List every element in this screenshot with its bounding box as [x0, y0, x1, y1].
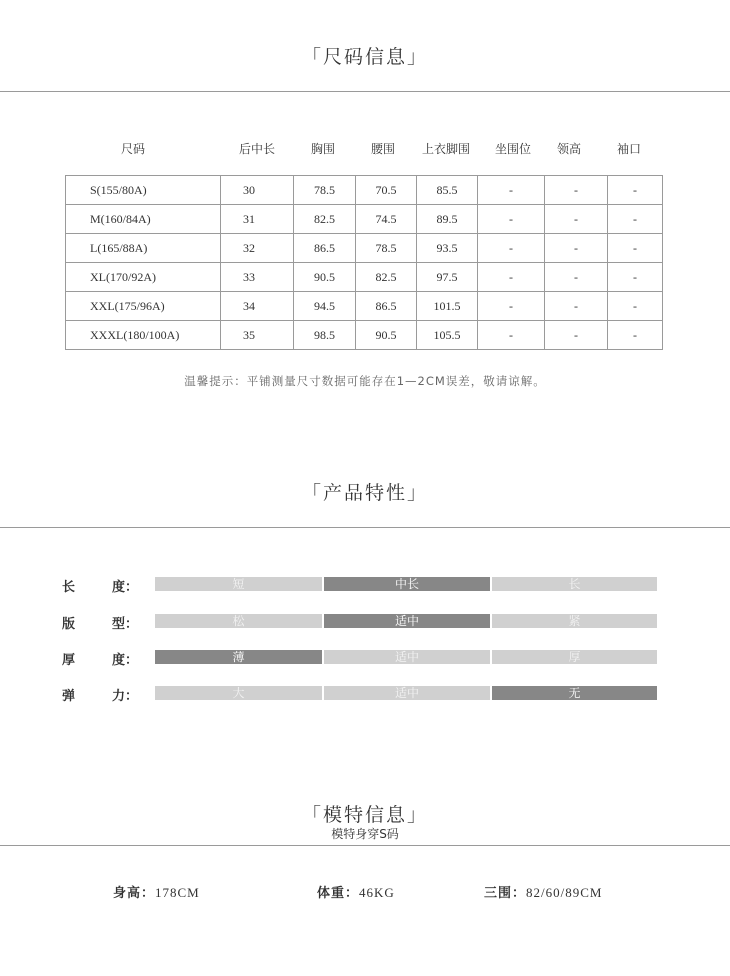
column-header: 尺码	[120, 142, 145, 156]
feature-label-char: 厚	[62, 653, 76, 668]
value-cell: 86.5	[356, 292, 417, 321]
feature-option: 厚	[492, 650, 657, 664]
table-row	[66, 176, 663, 205]
value-cell: 85.5	[417, 176, 478, 205]
feature-label-char: 度：	[112, 653, 139, 668]
size-cell: M(160/84A)	[66, 205, 221, 234]
value-cell: -	[545, 176, 608, 205]
value-cell: 74.5	[356, 205, 417, 234]
value-cell: -	[478, 292, 545, 321]
value-cell: -	[545, 263, 608, 292]
model-section-title: 「模特信息」	[301, 804, 428, 826]
feature-option: 适中	[324, 686, 490, 700]
value-cell: -	[478, 205, 545, 234]
divider	[0, 91, 730, 92]
size-table-header	[0, 140, 730, 160]
feature-option: 松	[155, 614, 322, 628]
value-cell: 93.5	[417, 234, 478, 263]
model-stat-weight: 体重：46KG	[317, 885, 395, 901]
value-cell: 89.5	[417, 205, 478, 234]
column-header: 胸围	[310, 142, 335, 156]
value-cell: -	[545, 292, 608, 321]
value-cell: 33	[221, 263, 294, 292]
feature-option-selected: 无	[492, 686, 657, 700]
divider	[0, 845, 730, 846]
column-header: 腰围	[370, 142, 395, 156]
feature-option: 适中	[324, 650, 490, 664]
column-header: 坐围位	[494, 142, 531, 156]
feature-label-char: 度：	[112, 580, 139, 595]
value-cell: -	[478, 321, 545, 350]
model-stat-measurements: 三围：82/60/89CM	[484, 885, 603, 901]
value-cell: -	[608, 234, 663, 263]
value-cell: 94.5	[294, 292, 356, 321]
value-cell: 82.5	[294, 205, 356, 234]
value-cell: 31	[221, 205, 294, 234]
size-cell: L(165/88A)	[66, 234, 221, 263]
size-table	[65, 175, 663, 350]
feature-option-selected: 中长	[324, 577, 490, 591]
measurement-note: 温馨提示：平铺测量尺寸数据可能存在1—2CM误差，敬请谅解。	[184, 374, 546, 388]
feature-option: 短	[155, 577, 322, 591]
value-cell: 86.5	[294, 234, 356, 263]
value-cell: 78.5	[356, 234, 417, 263]
column-header: 上衣脚围	[421, 142, 470, 156]
table-row	[66, 205, 663, 234]
value-cell: -	[608, 205, 663, 234]
value-cell: -	[608, 176, 663, 205]
feature-option: 大	[155, 686, 322, 700]
size-section-title: 「尺码信息」	[301, 46, 428, 68]
value-cell: -	[545, 234, 608, 263]
table-row	[66, 292, 663, 321]
value-cell: 97.5	[417, 263, 478, 292]
column-header: 袖口	[616, 142, 641, 156]
value-cell: 98.5	[294, 321, 356, 350]
value-cell: 35	[221, 321, 294, 350]
value-cell: 30	[221, 176, 294, 205]
value-cell: -	[608, 292, 663, 321]
value-cell: 70.5	[356, 176, 417, 205]
size-cell: XL(170/92A)	[66, 263, 221, 292]
feature-option-selected: 薄	[155, 650, 322, 664]
table-row	[66, 263, 663, 292]
value-cell: -	[545, 205, 608, 234]
value-cell: -	[608, 321, 663, 350]
value-cell: 78.5	[294, 176, 356, 205]
size-cell: S(155/80A)	[66, 176, 221, 205]
feature-label-char: 长	[62, 580, 76, 595]
model-subtitle: 模特身穿S码	[331, 827, 399, 841]
feature-label-char: 力：	[112, 689, 139, 704]
column-header: 后中长	[238, 142, 275, 156]
value-cell: -	[478, 263, 545, 292]
feature-label-char: 版	[62, 617, 76, 632]
size-cell: XXL(175/96A)	[66, 292, 221, 321]
feature-label-char: 型：	[112, 617, 139, 632]
value-cell: 34	[221, 292, 294, 321]
model-stat-height: 身高：178CM	[113, 885, 200, 901]
table-row	[66, 234, 663, 263]
table-row	[66, 321, 663, 350]
column-header: 领高	[556, 142, 581, 156]
value-cell: 82.5	[356, 263, 417, 292]
value-cell: -	[545, 321, 608, 350]
size-cell: XXXL(180/100A)	[66, 321, 221, 350]
value-cell: -	[478, 176, 545, 205]
feature-label-char: 弹	[62, 689, 76, 704]
feature-option: 长	[492, 577, 657, 591]
value-cell: 101.5	[417, 292, 478, 321]
value-cell: -	[608, 263, 663, 292]
value-cell: 90.5	[356, 321, 417, 350]
value-cell: 105.5	[417, 321, 478, 350]
value-cell: -	[478, 234, 545, 263]
value-cell: 90.5	[294, 263, 356, 292]
feature-option-selected: 适中	[324, 614, 490, 628]
value-cell: 32	[221, 234, 294, 263]
feature-option: 紧	[492, 614, 657, 628]
feature-section-title: 「产品特性」	[301, 482, 428, 504]
divider	[0, 527, 730, 528]
